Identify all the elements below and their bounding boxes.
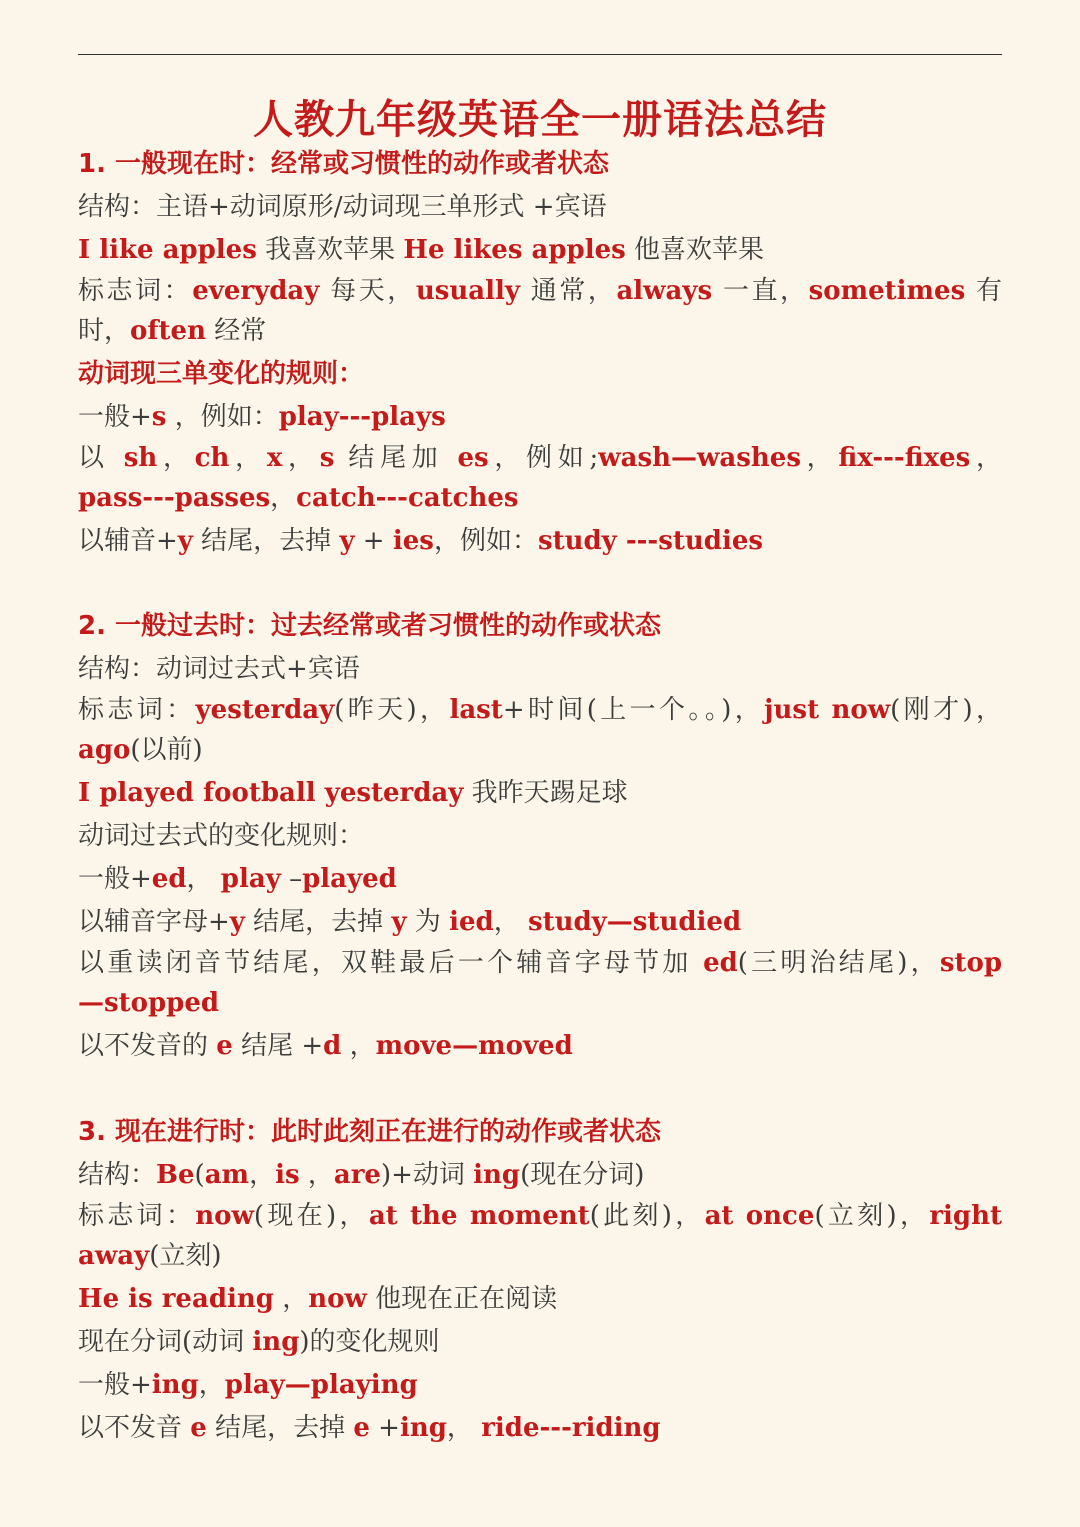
plain-text: ， — [249, 1160, 276, 1190]
highlighted-text: now — [308, 1284, 367, 1314]
highlighted-text: es — [457, 443, 489, 473]
plain-text: (立刻) — [149, 1241, 222, 1271]
plain-text: 一般+ — [78, 1370, 152, 1400]
highlighted-text: ago — [78, 735, 131, 765]
plain-text: 以 — [78, 443, 124, 473]
plain-text: ， — [493, 907, 528, 937]
highlighted-text: at once — [704, 1201, 815, 1231]
plain-text: ， — [970, 443, 1002, 473]
plain-text: 他现在正在阅读 — [366, 1284, 558, 1314]
plain-text: + — [369, 1413, 400, 1443]
plain-text: 经常 — [206, 316, 267, 346]
highlighted-text: ing — [252, 1327, 300, 1357]
text-line — [78, 310, 1002, 353]
plain-text: – — [280, 864, 303, 894]
plain-text: 结尾 + — [232, 1031, 324, 1061]
plain-text: 以辅音+ — [78, 526, 178, 556]
highlighted-text: ed — [703, 948, 738, 978]
plain-text: ， — [273, 1284, 309, 1314]
plain-text: 通常， — [519, 276, 617, 306]
plain-text: ，例如; — [488, 443, 599, 473]
plain-text: +时间(上一个。。)， — [502, 695, 765, 725]
highlighted-text: played — [302, 864, 397, 894]
plain-text: ， — [282, 443, 320, 473]
highlighted-text: at the moment — [368, 1201, 590, 1231]
highlighted-text: now — [195, 1201, 254, 1231]
highlighted-text: play---plays — [278, 402, 446, 432]
plain-text: 他喜欢苹果 — [625, 235, 765, 265]
text-line — [78, 396, 1002, 439]
section-heading: 2. 一般过去时：过去经常或者习惯性的动作或状态 — [78, 611, 662, 641]
highlighted-text: last — [449, 695, 503, 725]
highlighted-text: study—studied — [527, 907, 742, 937]
highlighted-text: ed — [151, 864, 187, 894]
highlighted-text: e — [190, 1413, 207, 1443]
highlighted-text: often — [130, 316, 206, 346]
highlighted-text: —stopped — [78, 988, 220, 1018]
text-line — [78, 648, 1002, 691]
plain-text: 有 — [965, 276, 1003, 306]
highlighted-text: sometimes — [808, 276, 966, 306]
highlighted-text: y — [339, 526, 355, 556]
highlighted-text: wash—washes — [598, 443, 801, 473]
plain-text: 一般+ — [78, 402, 152, 432]
highlighted-text: I played football yesterday — [78, 778, 464, 808]
plain-text: )+动词 — [380, 1160, 474, 1190]
highlighted-text: Be — [156, 1160, 195, 1190]
text-line — [78, 772, 1002, 815]
plain-text: ， — [299, 1160, 334, 1190]
highlighted-text: away — [78, 1241, 150, 1271]
highlighted-text: right — [929, 1201, 1002, 1231]
highlighted-text: y — [229, 907, 245, 937]
highlighted-text: y — [391, 907, 407, 937]
highlighted-text: just now — [764, 695, 891, 725]
text-line — [78, 1235, 1002, 1278]
highlighted-text: yesterday — [195, 695, 335, 725]
plain-text: 结构：主语+动词原形/动词现三单形式 +宾语 — [78, 192, 607, 222]
plain-text: (刚才)， — [890, 695, 1002, 725]
plain-text: + — [354, 526, 393, 556]
page-title: 人教九年级英语全一册语法总结 — [253, 97, 827, 143]
plain-text: ( — [194, 1160, 205, 1190]
plain-text: 结尾，去掉 — [244, 907, 392, 937]
highlighted-text: He likes apples — [403, 235, 626, 265]
plain-text: 我喜欢苹果 — [256, 235, 404, 265]
highlighted-text: move—moved — [375, 1031, 573, 1061]
highlighted-text: fix---fixes — [838, 443, 971, 473]
highlighted-text: ing — [399, 1413, 447, 1443]
highlighted-text: catch---catches — [296, 483, 519, 513]
plain-text: ， — [446, 1413, 482, 1443]
highlighted-text: d — [323, 1031, 342, 1061]
text-line — [78, 186, 1002, 229]
plain-text: ，例如： — [433, 526, 538, 556]
text-line — [78, 520, 1002, 563]
plain-text: 我昨天踢足球 — [463, 778, 628, 808]
plain-text: 标志词： — [78, 695, 196, 725]
plain-text: ， — [198, 1370, 225, 1400]
text-line — [78, 815, 1002, 858]
highlighted-text: stop — [939, 948, 1002, 978]
plain-text: )的变化规则 — [299, 1327, 440, 1357]
section-heading: 3. 现在进行时：此时此刻正在进行的动作或者状态 — [78, 1117, 662, 1147]
text-line — [78, 272, 1002, 310]
plain-text: 为 — [406, 907, 450, 937]
highlighted-text: ing — [473, 1160, 521, 1190]
highlighted-text: e — [216, 1031, 233, 1061]
highlighted-text: ride---riding — [481, 1413, 661, 1443]
plain-text: 标志词： — [78, 276, 193, 306]
text-line — [78, 1364, 1002, 1407]
plain-text: ， — [157, 443, 195, 473]
plain-text: 动词过去式的变化规则： — [78, 821, 365, 851]
highlighted-text: are — [333, 1160, 381, 1190]
plain-text: ， — [341, 1031, 376, 1061]
highlighted-text: ied — [449, 907, 494, 937]
plain-text: (三明治结尾)， — [737, 948, 940, 978]
highlighted-text: I like apples — [78, 235, 257, 265]
plain-text: 结尾，去掉 — [192, 526, 340, 556]
plain-text: ， — [270, 483, 297, 513]
plain-text: (此刻)， — [589, 1201, 705, 1231]
text-line — [78, 353, 1002, 396]
plain-text: (昨天)， — [334, 695, 450, 725]
highlighted-text: ies — [392, 526, 434, 556]
plain-text: 标志词： — [78, 1201, 196, 1231]
text-line — [78, 1278, 1002, 1321]
plain-text: 时， — [78, 316, 131, 346]
plain-text: 现在分词(动词 — [78, 1327, 253, 1357]
plain-text: ， — [800, 443, 839, 473]
text-line — [78, 1154, 1002, 1197]
highlighted-text: am — [204, 1160, 250, 1190]
top-rule — [78, 54, 1002, 55]
section-heading: 1. 一般现在时：经常或习惯性的动作或者状态 — [78, 149, 610, 179]
highlighted-text: x — [266, 443, 283, 473]
plain-text: 以重读闭音节结尾，双鞋最后一个辅音字母节加 — [78, 948, 704, 978]
plain-text: 一般+ — [78, 864, 152, 894]
highlighted-text: study ---studies — [537, 526, 764, 556]
plain-text: 每天， — [319, 276, 416, 306]
plain-text: 以辅音字母+ — [78, 907, 230, 937]
plain-text: 以不发音的 — [78, 1031, 217, 1061]
plain-text: 以不发音 — [78, 1413, 191, 1443]
plain-text: 一直， — [712, 276, 809, 306]
highlighted-text: 动词现三单变化的规则： — [78, 359, 365, 389]
plain-text: (现在)， — [253, 1201, 369, 1231]
text-line — [78, 1025, 1002, 1068]
text-line — [78, 944, 1002, 982]
highlighted-text: sh — [123, 443, 158, 473]
plain-text: 结构： — [78, 1160, 157, 1190]
plain-text: (以前) — [130, 735, 203, 765]
plain-text: 结构：动词过去式+宾语 — [78, 654, 360, 684]
highlighted-text: He is reading — [78, 1284, 274, 1314]
section-1 — [78, 143, 1002, 563]
plain-text: 结尾加 — [334, 443, 458, 473]
text-line — [78, 858, 1002, 901]
plain-text: ， — [186, 864, 221, 894]
plain-text: (立刻)， — [814, 1201, 930, 1231]
section-3 — [78, 1111, 1002, 1450]
text-line — [78, 901, 1002, 944]
text-line — [78, 982, 1002, 1025]
text-line — [78, 729, 1002, 772]
highlighted-text: pass---passes — [78, 483, 271, 513]
highlighted-text: is — [275, 1160, 300, 1190]
text-line — [78, 439, 1002, 477]
highlighted-text: everyday — [192, 276, 320, 306]
plain-text: ， — [229, 443, 267, 473]
highlighted-text: s — [319, 443, 335, 473]
highlighted-text: play—playing — [224, 1370, 418, 1400]
plain-text: (现在分词) — [520, 1160, 645, 1190]
highlighted-text: e — [353, 1413, 370, 1443]
highlighted-text: ing — [151, 1370, 199, 1400]
plain-text: ，例如： — [166, 402, 279, 432]
section-2 — [78, 605, 1002, 1068]
highlighted-text: play — [220, 864, 281, 894]
text-line — [78, 1197, 1002, 1235]
highlighted-text: ch — [194, 443, 230, 473]
highlighted-text: s — [151, 402, 167, 432]
text-line — [78, 229, 1002, 272]
highlighted-text: y — [177, 526, 193, 556]
highlighted-text: always — [616, 276, 713, 306]
text-line — [78, 691, 1002, 729]
plain-text: 结尾，去掉 — [206, 1413, 354, 1443]
text-line — [78, 1407, 1002, 1450]
highlighted-text: usually — [415, 276, 520, 306]
text-line — [78, 477, 1002, 520]
text-line — [78, 1321, 1002, 1364]
